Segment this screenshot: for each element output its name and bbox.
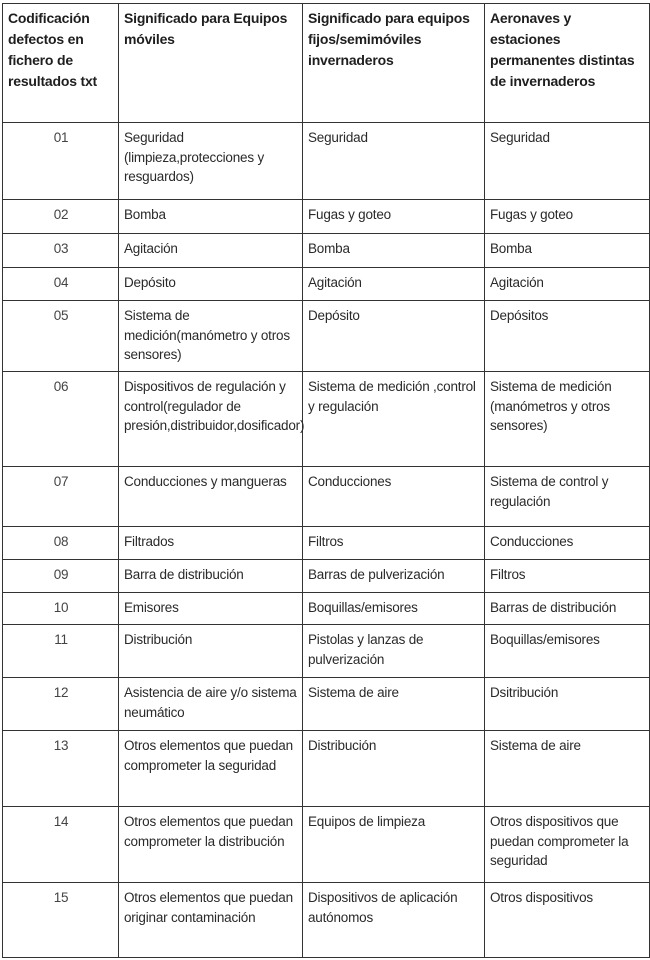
table-row bbox=[3, 807, 650, 883]
aircraft-stations-cell: Dsitribución bbox=[485, 678, 650, 731]
fixed-equipment-cell: Sistema de aire bbox=[303, 678, 485, 731]
table-row bbox=[3, 301, 650, 372]
aircraft-stations-cell: Boquillas/emisores bbox=[485, 625, 650, 678]
fixed-equipment-cell: Conducciones bbox=[303, 467, 485, 527]
table-row bbox=[3, 731, 650, 807]
fixed-equipment-cell: Distribución bbox=[303, 731, 485, 807]
mobile-equipment-cell: Dispositivos de regulación y control(regulador de presión,distribuidor,dosificador) bbox=[119, 372, 303, 467]
aircraft-stations-cell: Depósitos bbox=[485, 301, 650, 372]
mobile-equipment-cell: Bomba bbox=[119, 200, 303, 234]
defect-codes-table bbox=[2, 3, 650, 958]
mobile-equipment-cell: Barra de distribución bbox=[119, 560, 303, 593]
aircraft-stations-cell: Conducciones bbox=[485, 527, 650, 560]
mobile-equipment-cell: Otros elementos que puedan comprometer la seguridad bbox=[119, 731, 303, 807]
aircraft-stations-cell: Seguridad bbox=[485, 123, 650, 200]
aircraft-stations-cell: Agitación bbox=[485, 268, 650, 301]
table-row bbox=[3, 560, 650, 593]
mobile-equipment-cell: Sistema de medición(manómetro y otros sensores) bbox=[119, 301, 303, 372]
mobile-equipment-cell: Filtrados bbox=[119, 527, 303, 560]
fixed-equipment-cell: Equipos de limpieza bbox=[303, 807, 485, 883]
code-cell: 01 bbox=[3, 123, 119, 200]
fixed-equipment-cell: Filtros bbox=[303, 527, 485, 560]
code-cell: 04 bbox=[3, 268, 119, 301]
table-row bbox=[3, 123, 650, 200]
mobile-equipment-cell: Agitación bbox=[119, 234, 303, 268]
table-row bbox=[3, 883, 650, 958]
code-cell: 11 bbox=[3, 625, 119, 678]
mobile-equipment-cell: Distribución bbox=[119, 625, 303, 678]
fixed-equipment-cell: Pistolas y lanzas de pulverización bbox=[303, 625, 485, 678]
mobile-equipment-cell: Seguridad (limpieza,protecciones y resguardos) bbox=[119, 123, 303, 200]
fixed-equipment-cell: Bomba bbox=[303, 234, 485, 268]
table-row bbox=[3, 268, 650, 301]
aircraft-stations-cell: Otros dispositivos que puedan comprometer la seguridad bbox=[485, 807, 650, 883]
header-aircraft-stations: Aeronaves y estaciones permanentes distintas de invernaderos bbox=[485, 4, 650, 123]
code-cell: 07 bbox=[3, 467, 119, 527]
aircraft-stations-cell: Sistema de medición (manómetros y otros sensores) bbox=[485, 372, 650, 467]
code-cell: 10 bbox=[3, 593, 119, 625]
table-row bbox=[3, 678, 650, 731]
table-row bbox=[3, 527, 650, 560]
mobile-equipment-cell: Otros elementos que puedan originar contaminación bbox=[119, 883, 303, 958]
mobile-equipment-cell: Emisores bbox=[119, 593, 303, 625]
code-cell: 03 bbox=[3, 234, 119, 268]
fixed-equipment-cell: Barras de pulverización bbox=[303, 560, 485, 593]
table-row bbox=[3, 200, 650, 234]
code-cell: 09 bbox=[3, 560, 119, 593]
fixed-equipment-cell: Dispositivos de aplicación autónomos bbox=[303, 883, 485, 958]
aircraft-stations-cell: Sistema de control y regulación bbox=[485, 467, 650, 527]
aircraft-stations-cell: Barras de distribución bbox=[485, 593, 650, 625]
table-row bbox=[3, 234, 650, 268]
fixed-equipment-cell: Seguridad bbox=[303, 123, 485, 200]
fixed-equipment-cell: Boquillas/emisores bbox=[303, 593, 485, 625]
table-body bbox=[3, 123, 650, 958]
table-row bbox=[3, 625, 650, 678]
aircraft-stations-cell: Sistema de aire bbox=[485, 731, 650, 807]
code-cell: 08 bbox=[3, 527, 119, 560]
table-row bbox=[3, 372, 650, 467]
aircraft-stations-cell: Otros dispositivos bbox=[485, 883, 650, 958]
fixed-equipment-cell: Fugas y goteo bbox=[303, 200, 485, 234]
header-row bbox=[3, 4, 650, 123]
mobile-equipment-cell: Asistencia de aire y/o sistema neumático bbox=[119, 678, 303, 731]
code-cell: 05 bbox=[3, 301, 119, 372]
code-cell: 14 bbox=[3, 807, 119, 883]
header-code: Codificación defectos en fichero de resultados txt bbox=[3, 4, 119, 123]
fixed-equipment-cell: Agitación bbox=[303, 268, 485, 301]
table-row bbox=[3, 593, 650, 625]
aircraft-stations-cell: Bomba bbox=[485, 234, 650, 268]
mobile-equipment-cell: Otros elementos que puedan comprometer la distribución bbox=[119, 807, 303, 883]
code-cell: 02 bbox=[3, 200, 119, 234]
code-cell: 13 bbox=[3, 731, 119, 807]
aircraft-stations-cell: Fugas y goteo bbox=[485, 200, 650, 234]
fixed-equipment-cell: Depósito bbox=[303, 301, 485, 372]
aircraft-stations-cell: Filtros bbox=[485, 560, 650, 593]
code-cell: 15 bbox=[3, 883, 119, 958]
header-mobile-equipment: Significado para Equipos móviles bbox=[119, 4, 303, 123]
mobile-equipment-cell: Depósito bbox=[119, 268, 303, 301]
code-cell: 12 bbox=[3, 678, 119, 731]
table-row bbox=[3, 467, 650, 527]
mobile-equipment-cell: Conducciones y mangueras bbox=[119, 467, 303, 527]
header-fixed-equipment: Significado para equipos fijos/semimóviles invernaderos bbox=[303, 4, 485, 123]
code-cell: 06 bbox=[3, 372, 119, 467]
fixed-equipment-cell: Sistema de medición ,control y regulación bbox=[303, 372, 485, 467]
